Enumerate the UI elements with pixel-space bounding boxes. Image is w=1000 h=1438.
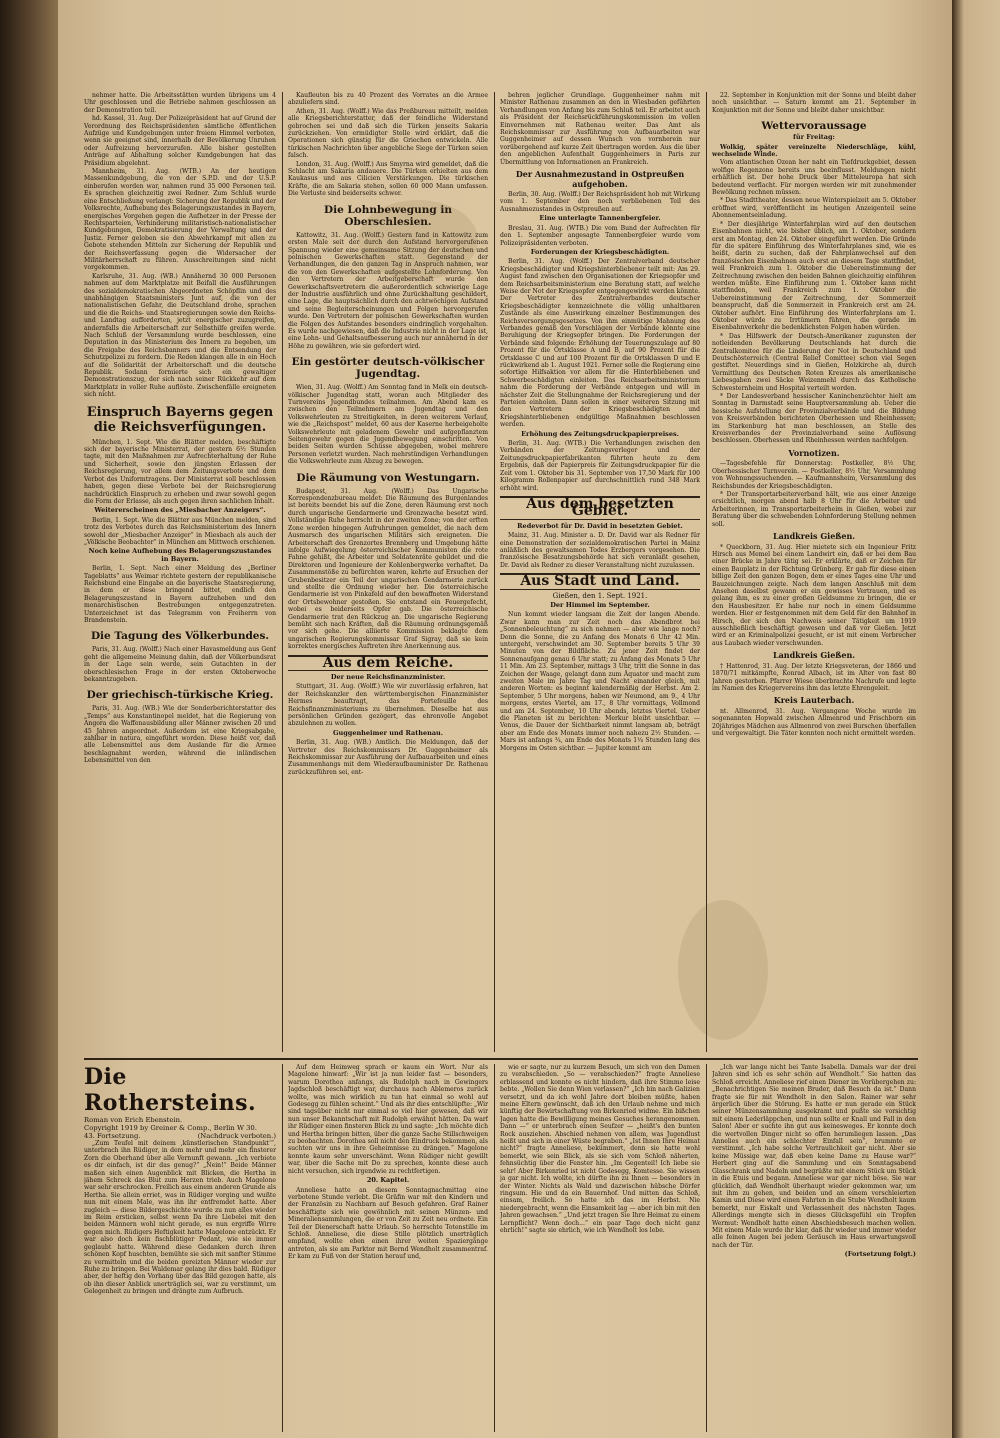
serial-text: Anneliese hatte an diesem Sonntagnachmittag eine verbotene Stunde verlebt. Die Gräfin war mit den Kindern und der Französin zu Nachbarn auf Besuch gefahren. Graf Rainer beschäftigte sich wie gewöhnlich mit seinen Münzen- und Mineraliensammlungen, die er von Zeit zu Zeit neu ordnete. Ein Teil der Dienerschaft hatte Urlaub. So herrschte Totenstille im Schloß. Anneliese, die diese Stille plötzlich unerträglich empfand, wollte eben einen ihrer weiten Spaziergänge antreten, als sie am Parktor mit Bernd Wendholt zusammentraf. Er kam zu Fuß von der Station herauf und, [288, 1186, 488, 1261]
paper-stain [678, 900, 768, 1040]
headline: Kreis Lauterbach. [773, 695, 855, 706]
serial-author: Roman von Erich Ebenstein. [84, 1116, 183, 1124]
serial-reprint-note: (Nachdruck verboten.) [197, 1132, 276, 1140]
adjacent-page-edge [952, 0, 1000, 1438]
article-text: Vom atlantischen Ozean her naht ein Tiefdruckgebiet, dessen wolfige Regenzone bereits uns beeinflusst. Meldungen nicht erhältlich ist. Der hohe Druck über Mitteleuropa hat sich bedeutend verflacht. Für morgen werden wir mit zunehmender Bewölkung rechnen müssen. [712, 159, 916, 197]
article-text: 22. September in Konjunktion mit der Sonne und bleibt daher noch unsichtbar. — Saturn kommt am 21. September in Konjunktion mit der Sonne und bleibt daher unsichtbar. [712, 92, 916, 114]
headline: Ein gestörter deutsch-völkischer Jugendtag. [291, 356, 485, 381]
article-text: London, 31. Aug. (Wolff.) Aus Smyrna wird gemeldet, daß die Schlacht am Sakaria andauere. Die Türken erhielten aus dem Kaukasus und aus Cilicien Verstärkungen. Die türkischen Kräfte, die am Sakaria stehen, sollen 60 000 Mann umfassen. Die Verluste sind beiderseits schwer. [288, 160, 488, 198]
headline: Wettervoraussage [761, 120, 867, 133]
column-rule [494, 92, 495, 1052]
serial-installment: 43. Fortsetzung. [84, 1132, 141, 1140]
article-text: Wolkig, später vereinzelte Niederschläge, kühl, wechselnde Winde. [712, 143, 916, 159]
column-1 [84, 92, 276, 1052]
article-text: Athen, 31. Aug. (Wolff.) Wie das Preßbureau mitteilt, melden alle Kriegsberichterstatter, daß der feindliche Widerstand gebrochen sei und daß sich die Türken jenseits Sakaria zurückziehen. Von ermüdigter Stelle wird erklärt, daß die Operationen sich günstig für die Griechen entwickeln. Alle türkischen Nachrichten über angebliche Siege der Türken seien falsch. [288, 107, 488, 160]
article-text: hd. Kassel, 31. Aug. Der Polizeipräsident hat auf Grund der Verordnung des Reichspräsidenten sämtliche öffentlichen Aufzüge und Kundgebungen unter freiem Himmel verboten, wenn sie geeignet sind, innerhalb der Bevölkerung Unruhen oder Aufreizung hervorzurufen. Alle bisher gestellten Anträge auf Abhaltung solcher Kundgebungen hat das Präsidium abgelehnt. [84, 115, 276, 167]
subheadline: Eine unterlagte Tannenbergfeier. [539, 214, 661, 223]
book-binding [0, 0, 60, 1438]
article-text: Mainz, 31. Aug. Minister a. D. Dr. David war als Redner für eine Demonstration der sozialdemokratischen Partei in Mainz anläßlich des gewaltsamen Todes Erzbergers vorgesehen. Die französische Besatzungsbehörde hat sich veranlaßt gesehen, Dr. David als Redner zu dieser Veranstaltung nicht zuzulassen. [500, 532, 700, 569]
article-text: nehmer hatte. Die Arbeitsstätten wurden übrigens um 4 Uhr geschlossen und die Betriebe nahmen geschlossen an der Demonstration teil. [84, 92, 276, 114]
subheadline: Der neue Reichsfinanzminister. [330, 673, 446, 681]
serial-title: Die Rothersteins. [84, 1064, 257, 1116]
paper-stain [358, 200, 478, 280]
serial-copyright: Copyright 1919 by Greiner & Comp., Berlin W 30. [84, 1124, 257, 1132]
column-rule [706, 1064, 707, 1432]
subheadline: Forderungen der Kriegsbeschädigten. [530, 247, 670, 256]
article-text: Wien, 31. Aug. (Wolff.) Am Sonntag fand in Melk ein deutsch-völkischer Jugendtag statt, woran auch Mitglieder des Turnvereins Jugendbundes teilnahmen. Am Abend kam es zwischen den Teilnehmern am Jugendtag und den Volkswehrleuten zu Streitigkeiten, in deren weiterem Verlauf, wie die „Reichspost“ meldet, 60 aus der Kaserne herbeigeholte Volkswehrleute mit geladenem Gewehr und aufgepflanztem Seitengewehr gegen die Jugendbewegung einschritten. Von beiden Seiten wurden Schüsse abgegeben, wobei mehrere Personen verletzt wurden. Nach mehrstündigen Verhandlungen die Volkswehrleute zum Abzug zu bewegen. [288, 384, 488, 466]
subheadline: Redeverbot für Dr. David in besetzten Gebiet. [517, 521, 683, 530]
article-text: Berlin, 30. Aug. (Wolff.) Der Reichspräsident hob mit Wirkung vom 1. September den noch verbliebenen Teil des Ausnahmezustandes in Ostpreußen auf. [500, 191, 700, 213]
headline: Der Ausnahmezustand in Ostpreußen aufgehoben. [515, 169, 685, 189]
serial-text: wie er sagte, nur zu kurzem Besuch, um sich von den Damen zu verabschieden. „So — verabschieden?“ fragte Anneliese erblassend und konnte es nicht hindern, daß ihre Stimme leise bebte. „Wollen Sie denn Wien verlassen?“ „Ich bin nach Galizien versetzt, und da ich wohl Jahre dort bleiben müßte, haben meine Eltern gewünscht, daß ich den Urlaub nehme und mich künftig der Bewirtschaftung von Birkenried widme. Ein bißchen Jagen hatte die Bewilligung meines Gesuches herangenommen. Dann —“ er unterbrach einen Seufzer — „heißt's den bunten Rock ausziehen. Abschied nehmen von allem, was Jugendlust heißt und sich in einer Wüste begraben.“ „Ist Ihnen Ihre Heimat nicht?“ fragte Anneliese, bekümmert, denn sie hatte wohl bemerkt, wie sein Blick, als sie sich vom Schloß näherten, fehnsüchtig über die Fenster hin. „Im Gegenteil! Ich liebe sie sehr! Aber Birkenried ist nicht Godesegg, Komtesse. Sie wissen ja gar nicht. Ich wollte, ich dürfte ihn zu Ihnen — besonders in der Winter. Nichts als Wald und dazwischen hübsche Dörfer ringsum. Hie und da ein Bauernhof. Und mitten das Schloß, einsam, freilich. So hatte ich das im Herbst. Nie niedergebracht, wenn die Einsamkeit lag — aber ich bin mit den Jahren gewachsen.“ „Und jetzt tragen Sie Ihre Heimat zu einem Lernpflicht? Wenn doch...“ ein paar Tage doch nicht ganz ehrlich!“ sagte sie ehrlich, wie ich Wendholt los lebe. [500, 1064, 700, 1234]
column-rule [282, 92, 283, 1052]
dateline: Gießen, den 1. Sept. 1921. [552, 591, 648, 600]
article-text: * Der diesjährige Winterfahrplan wird auf den deutschen Eisenbahnen nicht, wie bisher üblich, am 1. Oktober, sondern erst am Montag, den 24. Oktober eingeführt werden. Die Gründe für die spätere Einführung des Winterfahrplanes sind, wie es heißt, darin zu suchen, daß der Fahrplanwechsel auf den französischen Eisenbahnen auch erst an diesem Tage stattfindet, weil Frankreich zum 1. Oktober die Uebereinstimmung der Zeitrechnung zwischen den beiden Bahnen gleichzeitig einführen werden müßte. Eine Einführung zum 1. Oktober kann nicht stattfinden, weil Frankreich zum 1. Oktober die Uebereinstimmung der Zeitrechnung, der Sommerzeit beansprucht, daß die Sommerzeit in Frankreich erst am 24. Oktober aufhört. Eine Einführung des Winterfahrplans am 1. Oktober würde zu Irrtümern führen, die gerade im Eisenbahnverkehr die bedenklichsten Folgen haben würden. [712, 220, 916, 332]
article-text: Paris, 31. Aug. (Wolff.) Nach einer Havasmeldung aus Genf geht die allgemeine Meinung dahin, daß der Völkerbundsrat in der Lage sein werde, sein Gutachten in der oberschlesischen Frage in der ersten Oktoberwoche bekanntzugeben. [84, 646, 276, 684]
section-heading: Aus dem Reiche. [288, 655, 488, 671]
serial-column-2 [288, 1064, 488, 1432]
subheadline: Erhöhung des Zeitungsdruckpapierpreises. [521, 429, 679, 438]
article-text: Berlin, 1. Sept. Nach einer Meldung des „Berliner Tageblatts“ aus Weimar richtete gestern der republikanische Reichsbund eine Eingabe an die bayerische Staatsregierung, in dem er diese bringend bittet, endlich den Belagerungszustand in Bayern aufzuheben und den monarchistischen Bestrebungen entgegenzutreten. Unterzeichnet ist das Telegramm von Freiherrn von Brandenstein. [84, 565, 276, 624]
headline: Einspruch Bayerns gegen die Reichsverfügungen. [86, 404, 274, 435]
column-3 [500, 92, 700, 1052]
newspaper-page [58, 0, 952, 1438]
article-text: Breslau, 31. Aug. (WTB.) Die vom Bund der Aufrechten für den 1. September angesagte Tannenbergfeier wurde vom Polizeipräsidenten verboten. [500, 224, 700, 247]
headline: Die Lohnbewegung in Oberschlesien. [323, 203, 453, 228]
article-text: München, 1. Sept. Wie die Blätter melden, beschäftigte sich der bayerische Ministerrat, der gestern 6½ Stunden tagte, mit den Maßnahmen zur Aufrechterhaltung der Ruhe und Sicherheit, sowie den jüngsten Erlassen der Reichsregierung, vor allem dem Zeitungsverbote und dem Verbot des Uniformtragens. Der Ministerrat soll beschlossen haben, gegen diese Verbote bei der Reichsregierung nachdrücklich Einspruch zu erheben und zwar sowohl gegen die Form der Erlasse, als auch gegen ihren sachlichen Inhalt. [84, 438, 276, 505]
article-text: Nun kommt wieder langsam die Zeit der langen Abende. Zwar kann man zur Zeit noch das Abendbrot bei „Sonnenbeleuchtung“ zu sich nehmen — aber wie lange noch? Denn die Sonne, die zu Anfang des Monats 6 Uhr 42 Min. untergeht, verschwindet am 30. September bereits 5 Uhr 39 Minuten von der Bildfläche. Zu jener Zeit findet der Sonnenaufgang genau 6 Uhr statt; zu Anfang des Monats 5 Uhr 11 Min. Am 23. September, mittags 3 Uhr, tritt die Sonne in das Zeichen der Waage, gelangt dann zum Äquator und macht zum zweiten Male im Jahre Tag und Nacht einander gleich, mit anderen Worten: es beginnt kalendermäßig der Herbst. Am 2. September, 5 Uhr morgens, haben wir Neumond, am 9., 4 Uhr morgens, erstes Viertel, am 17., 8 Uhr vormittags, Vollmond und am 24. September, 10 Uhr abends, letztes Viertel. Ueber die Planeten ist zu berichten: Merkur bleibt unsichtbar. — Venus, die Dauer der Sichtbarkeit nimmt langsam ab, beträgt aber am Ende des Monats immer noch nahezu 2½ Stunden. — Mars ist anfangs ¾, am Ende des Monats 1¼ Stunden lang des Morgens im Osten sichtbar. — Jupiter kommt am [500, 611, 700, 752]
subheadline: für Freitag: [793, 133, 835, 142]
serial-column-3 [500, 1064, 700, 1432]
article-text: nt. Allmenrod, 31. Aug. Vergangene Woche wurde im sogenannten Hopwald zwischen Allmenrod und Frischborn ein 20jähriges Mädchen aus Allmenrod von zwei Burschen überfallen und vergewaltigt. Die Täter konnten noch nicht ermittelt werden. [712, 707, 916, 738]
section-heading: Aus dem besetzten Gebiet. [500, 496, 700, 520]
subheadline: Noch keine Aufhebung des Belagerungszustandes in Bayern. [88, 547, 272, 563]
headline: Landkreis Gießen. [772, 531, 856, 542]
continuation-note: (Fortsetzung folgt.) [844, 1250, 916, 1259]
headline: Die Räumung von Westungarn. [296, 471, 480, 484]
serial-text: „Zum Teufel mit deinem ‚künstlerischen Standpunkt‘“, unterbrach ihn Rüdiger, in dem mehr und mehr ein finsterer Zorn die Oberhand über alle Vernunft gewann. „Ich verbiete es dir einfach, ist dir das genug?“ „Nein!“ Beide Männer maßen sich einen Augenblick mit Blicken, die Hertha in jähem Schreck das Blut zum Herzen trieb. Auch Magelone war sehr erschrocken. Freilich aus einem anderen Grunde als Hertha. Sie allein erriet, was in Rüdiger vorging und wußte nun mit einem Male, was ihn ihr entfremdet hatte. Aber zugleich — diese Bildergeschichte wurde zu nun alles wieder im Reim ersticken, selbst wenn Da ihre Liebelei mit den beiden Männern wohl nicht gerade, es nun ergriffe Wirre gegen mich. Rüdigers Heftigkeit hatte Magelone entzückt. Er war also doch kein fischblütiger Pedant, wie sie immer geglaubt hatte. Während diese Gedanken durch ihren schönen Kopf huschten, bemühte sie sich mit sanfter Stimme zu vermitteln und die beiden gereizten Männer wieder zur Ruhe zu bringen. Bei Waldemar gelang ihr dies bald. Rüdiger aber, der heftig den Vorhang über das Bild gezogen hatte, als ob ihn dieser Anblick unerträglich sei, war zu verstimmt, um Gelegenheit zu bringen und drängte zum Aufbruch. [84, 1140, 276, 1296]
article-text: behren jeglicher Grundlage. Guggenheimer nahm mit Minister Rathenau zusammen an den in Wiesbaden geführten Verhandlungen von Anfang bis zum Schluß teil. Er arbeitet auch als Präsident der Reichsrückführungskommission im vollen Einvernehmen mit Rathenau weiter. Das Amt als Reichskommissar zur Ausführung von Aufbauarbeiten war Guggenheimer auf dessen Wunsch von vornherein nur vorübergehend auf kurze Zeit übertragen worden. Aus die über den angeblichen Aufenthalt Guggenheimers in Paris zur Übermittlung von Informationen an Frankreich. [500, 92, 700, 166]
article-text: Berlin, 1. Sept. Wie die Blätter aus München melden, sind trotz des Verbotes durch das Reichsministerium des Innern sowohl der „Miesbacher Anzeiger“ in Miesbach als auch der „Völkische Beobachter“ in München am Mittwoch erschienen. [84, 516, 276, 546]
serial-text: Auf dem Heimweg sprach er kaum ein Wort. Nur als Magelone hinwarf: „Wir ist ja nun leider fast — besonders, warum Dorothea anfangs, als Rudolph nach in Gewingers Jagdschloß beschäftigt war, durchaus nach Ablemeros zurück wollte, was mich wirklich zu tun hat einmal so wohl auf Godesegg zu fühlen scheint.“ Und als ihr dies entschlüpfte: „Wir sind tagsüber nicht nur einmal so viel hier gewesen, daß wir nun unser Bekanntschaft mit Rudolph erwähnt hätten. Da warf ihr Rüdiger einen finsteren Blick zu und sagte: „Ich möchte dich und Hertha bringen bitten, über die ganze Sache Stillschweigen zu beobachten. Dorothea soll nicht den Eindruck bekommen, als suchten wir uns in ihre Geheimnisse zu drängen.“ Magelone konnte kaum sehr unverschämt. Wenn Rüdiger nicht gewillt war, über die Sache mit Do zu sprechen, konnte diese auch nicht versuchen, sich irgendwie zu rechtfertigen. [288, 1064, 488, 1175]
serial-column-4 [712, 1064, 916, 1432]
article-text: * Das Stadttheater, dessen neue Winterspielzeit am 5. Oktober eröffnet wird, veröffentlicht im heutigen Anzeigenteil seine Abonnementseinladung. [712, 197, 916, 220]
article-text: * Der Transportarbeiterverband hält, wie aus einer Anzeige ersichtlich, morgen abend halb 8 Uhr für die Arbeiter und Arbeiterinnen, im Transportarbeiterheim in Gießen, wobei zur Beratung über die schwebenden Lohnforderung Stellung nehmen soll. [712, 491, 916, 528]
headline: Vornotizen. [788, 447, 840, 458]
headline: Der griechisch-türkische Krieg. [86, 689, 274, 702]
feuilleton-rule [84, 1058, 918, 1060]
article-text: * Das Hilfswerk der Deutsch-Amerikaner zugunsten der notleidenden Bevölkerung Deutschlands hat durch die Zentralkomitee für die Linderung der Not in Deutschland und Deutschösterreich (Central Relief Comittee) schon viel Segen gestiftet. Neuerdings sind in Gießen, Holzkirche ab, durch Vermittlung des Deutschen Roten Kreuzes als amerikanische Liebesgaben zwei Säcke Weizenmehl durch das Katholische Schwesternheim und Hospital verteilt worden. [712, 332, 916, 392]
article-text: —Tagesbefehle für Donnerstag: Postkeller, 8½ Uhr, Oberhessischer Turnverein. — Postkeller, 8½ Uhr, Versammlung von Wohnungssuchenden. — Kaufmannsheim, Versammlung des Reichsbundes der Kriegsbeschädigten. [712, 460, 916, 490]
headline: Landkreis Gießen. [772, 650, 856, 661]
chapter-heading: 20. Kapitel. [366, 1176, 410, 1185]
article-text: Mannheim, 31. Aug. (WTB.) An der heutigen Massenkundgebung, die von der S.P.D. und der U.S.P. einberufen worden war, nahmen rund 35 000 Personen teil. Es sprachen gleichzeitig zwei Redner. Zum Schluß wurde eine Entschließung verlangt: Sicherung der Republik und der Volksrechte, Aufhebung des Belagerungszustandes in Bayern, energisches Vorgehen gegen die Aufhetzer in der Presse der Rechtsparteien, Verhinderung militaristisch-nationalistischer Kundgebungen, Demokratisierung der Verwaltung und der Justiz. Ferner geloben sie den Abwehrkampf mit allen zu Gebote stehenden Mitteln zur Sicherung der Republik und der Reichsverfassung gegen die Widersacher der Militärherrschaft zu führen. Ausschreitungen sind nicht vorgekommen. [84, 168, 276, 272]
article-text: * Queckborn, 31. Aug. Hier mietete sich ein Ingenieur Fritz Hirsch aus Memel bei einem Landwirt ein, daß er bei dem Bau einer Brücke in Jahre tätig sei. Er erklärte, daß er Zeichen für einen Bauplatz in der Richtung Grünberg. Er gab für diese einen billige Zeit den ganzen Bogen, dem er eines Tages eine Uhr und Bauzeichnungen zeigte. Nach dem langen Anschluß mit dem Ansehen daselbst gewann er ein gewisses Vertrauen, und es gelang ihm, es zu einer großen Geldsumme zu bringen, die er den Hausbesitzer. Er habe nur noch in einem Geldsumme werden. Hier er festgenommen mit dem Geld für den Bahnhof in Hirsch, der sich den Nachweis seiner Tätigkeit um 1919 ausschließlich beschäftigt gewesen und daß vor Gießen. Jetzt wird er an Kriminalpolizei gesucht, er ist mit einem Verbrecher aus Laubach wieder verschwunden. [712, 543, 916, 647]
serial-installment-row [84, 1132, 276, 1140]
subheadline: Weitererscheinen des „Miesbacher Anzeigers“. [94, 506, 266, 515]
article-text: Kattowitz, 31. Aug. (Wolff.) Gestern fand in Kattowitz zum ersten Male seit der durch den Aufstand hervorgerufenen Spannung wieder eine gemeinsame Sitzung der deutschen und polnischen Gewerkschaften statt. Gegenstand der Verhandlungen, die den ganzen Tag in Anspruch nahmen, war die von den Gewerkschaften aufgestellte Lohnforderung. Von den Vertretern der Arbeitgeberschaft wurde den Gewerkschaftsvertretern die außerordentlich schwierige Lage der Industrie ausführlich und ohne Zurückhaltung geschildert, eine Lage, die hauptsächlich durch den achtwöchigen Aufstand und seine Begleiterscheinungen und Folgen hervorgerufen wurde. Den Vertretern der polnischen Gewerkschaften wurden die Folgen des Aufstandes besonders eindringlich vorgehalten. Es wurde nachgewiesen, daß die Industrie nicht in der Lage ist, eine Lohn- und Gehaltsaufbesserung auch nur annähernd in der Höhe zu gewähren, wie sie gefordert wird. [288, 231, 488, 350]
column-rule [282, 1064, 283, 1432]
headline: Die Tagung des Völkerbundes. [90, 630, 270, 643]
article-text: Berlin, 31. Aug. (WTB.) Die Verhandlungen zwischen den Verbänden der Zeitungsverleger und der Zeitungsdruckpapierfabrikanten führten heute zu dem Ergebnis, daß der Papierpreis für Zeitungsdruckpapier für die Zeit vom 1. Oktober bis 31. September von 17,50 Mark für 100 Kilogramm Rollenpapier auf durchschnittlich rund 348 Mark erhöht wird. [500, 440, 700, 492]
column-rule [494, 1064, 495, 1432]
article-text: Kaufleuten bis zu 40 Prozent des Vorrates an die Armee abzuliefern sind. [288, 92, 488, 107]
article-text: Berlin, 31. Aug. (Wolff.) Der Zentralverband deutscher Kriegsbeschädigter und Kriegshinterbliebener teilt mit: Am 29. August fand zwischen den Organisationen der Kriegsopfer und dem Reichsarbeitsministerium eine Beratung statt, auf welche Weise der Not der Kriegsopfer entgegengewirkt werden könnte. Der Vertreter des Zentralverbandes deutscher Kriegsbeschädigter kennzeichnete die völlig unhaltbaren Zustände als eine Auswirkung einzelner Bestimmungen des Reichsversorgungsgesetzes. Von ihm einmütige Mahnung des Verbandes gemäß den Vorschlägen der Verbände könnte eine Beruhigung der Kriegsopfer bringen. Die Forderungen der Verbände sind folgende: Erhöhung der Teuerungszulage auf 80 Prozent für die Ortsklasse A und B, auf 90 Prozent für die Ortsklasse C und auf 100 Prozent für die Ortsklassen D und E rückwirkend ab 1. August 1921. Ferner solle die Regierung eine sofortige Hilfsaktion vor allem für die Hinterbliebenen und Schwerbeschädigten einleiten. Das Reichsarbeitsministerium nahm die Forderung der Verbände entgegen und will in nächster Zeit die Stellungnahme der Reichsregierung und der Parteien einholen. Dann sollen in einer weiteren Sitzung mit den Vertretern der Kriegsbeschädigten und Kriegshinterbliebenen endgültige Maßnahmen beschlossen werden. [500, 258, 700, 429]
article-text: Stuttgart, 31. Aug. (Wolff.) Wie wir zuverlässig erfahren, hat der Reichskanzler den württembergischen Finanzminister Hermes beauftragt, das Portefeuille des Reichsfinanzministeriums zu übernehmen. Dieselbe hat aus persönlichen Gründen gezögert, das ehrenvolle Angebot abzulehnen zu wollen. [288, 683, 488, 728]
subheadline: Guggenheimer und Rathenau. [332, 728, 444, 737]
article-text: Paris, 31. Aug. (WB.) Wie der Sonderberichterstatter des „Temps“ aus Konstantinopel meldet, hat die Regierung von Angora die Waffenausbildung aller Männer zwischen 20 und 45 Jahren angeordnet. Außerdem ist eine Kriegsabgabe, zahlbar in natura, eingeführt worden. Diese heißt vor, daß alle Lebensmittel aus dem Auslande für die Armee beschlagnahmt werden, während die inländischen Lebensmittel von den [84, 705, 276, 765]
article-text: * Der Landesverband hessischer Kaninchenzüchter hielt am Sonntag in Darmstadt seine Hauptversammlung ab. Ueber die hessische Aufstellung der Provinzialverbände und die Bildung von Kreisverbänden berichteten Oberhessen und Rheinhessen; im Starkenburg hat man beschlossen, an Stelle des Kreisverbandes der Provinzialverband seine Auflösung beschlossen. Oberhessen und Rheinhessen werden nachfolgen. [712, 393, 916, 445]
article-text: Berlin, 31. Aug. (WB.) Amtlich. Die Meldungen, daß der Vertreter des Reichskommissars Dr. Guggenheimer als Reichskommissar zur Ausführung der Aufbauarbeiten und eines Zusammenhangs mit dem Wiederaufbauminister Dr. Rathenau zurückzuführen sei, ent- [288, 739, 488, 776]
article-text: Karlsruhe, 31. Aug. (WB.) Annähernd 30 000 Personen nahmen auf dem Marktplatze mit Beifall die Ausführungen des sozialdemokratischen Abgeordneten Schöpflin und des unabhängigen Staatsministers Junt auf, die von der nationalistischen Gefahr, die Deutschland drohe, sprachen und die die Reichs- und Staatsregierungen sowie den Reichs- und Landtag aufforderten, jetzt energischer zuzugreifen, andernfalls die Arbeiterschaft zur Selbsthilfe greifen werde. Nach Schluß der Versammlung wurde beschlossen, eine Deputation in das Ministerium des Innern zu begeben, um die Freigabe des Reichsbanners und die Entsendung der Schutzpolizei zu fordern. Die Reden klangen alle in ein Hoch auf die Solidarität der Arbeiterschaft und die deutsche Republik. Sodann formierte sich ein gewaltiger Demonstrationszug, der sich nach seiner Rückkehr auf dem Marktplatz in voller Ruhe auflöste. Zwischenfälle ereigneten sich nicht. [84, 272, 276, 399]
serial-column-1 [84, 1064, 276, 1432]
subheadline: Der Himmel im September. [550, 600, 650, 609]
article-text: † Hattenrod, 31. Aug. Der letzte Kriegsveteran, der 1866 und 1870/71 mitkämpfte, Konrad Albach, ist im Alter von fast 80 Jahren gestorben. Pfarrer Wiese überbrachte Nachrufe und legte im Namen des Kriegervereins ihm das letzte Ehrengeleit. [712, 662, 916, 692]
section-heading: Aus Stadt und Land. [500, 573, 700, 589]
article-text: Budapest, 31. Aug. (Wolff.) Das Ungarische Korrespondenzbureau meldet: Die Räumung des Burgenlandes ist bereits beendet bis auf die Zone, deren Räumung erst noch durch ungarische Gendarmerie und Grenzwache besetzt wird. Vollständige Ruhe herrscht in der zweiten Zone; von der erften Zone werden hingegen Aufruhrungen gemeldet, die nach dem Ausmarsch des ungarischen Militärs sich ereigneten. Die Arbeiterschaft des Grenzortes Brennberg und Umgebung hätte infolge Aufwiegelung österreichischer Kommunisten die rote Fahne gehißt, die Arbeiter und Soldatenräte gebildet und die Direktoren und Ingenieure der Kohlenbergwerke verhaftet. Da Zusammenstöße zu befürchten waren, kehrte auf Ersuchen der Grubenbesitzer ein Teil der ungarischen Gendarmerie zurück und stellte die Ordnung wieder her. Die österreichische Gendarmerie ist von Pinkafeld auf den bewaffneten Widerstand der Ortsbewohner gestoßen. Sie entstand ein Feuergefecht, wobei es beiderseits Opfer gab. Die österreichische Gendarmerie trat den Rückzug an. Die ungarische Regierung bemüht sich nach Kräften, daß die Räumung ordnungsgemäß vor sich gehe. Die alliierte Kommission beklagte dem ungarischen Regierungskommissar Graf Sigray, daß sie kein korrektes energisches Auftreten ihre Anerkennung aus. [288, 487, 488, 651]
serial-text: „Ich war lange nicht bei Tante Isabella. Damals war der drei Jahren sind ich es sehr schön auf Wendholt.“ Sie hatten das Schloß erreicht. Anneliese rief einen Diener im Vorübergehen zu: „Benachrichtigen Sie meinen Bruder, daß Besuch da ist.“ Dann fragte sie für mit Wendholt in den Salon. Rainer war sehr ärgerlich über die Störung. Es hatte er nun gerade ein Stück seiner Münzensammlung ausgekramt und pußte sie vorsichtig mit einem Lederläppchen, und nun sollte er Knall und Fall in den Salon! Aber er suchte ihn gut aus keinesweges. Er konnte doch die wertvollen Dinger nicht so offen herumliegen lassen. „Das Annelies auch ein schlechter Einfall sein“, brummte er verstimmt. „Ich habe solche Vertraulichkeit gar nicht. Aber sie keine Müssige war, daß eben keine Dame zu Hause war?“ Herbert ging auf die Sammlung und ein Sonntagsabend Glasschrank und Nadeln und begrüßte mit einem Stück um Stück in die Etuis und begann. Anneliese war gar nicht böse. Sie war glücklich, daß Wendholt überhaupt wieder gekommen war, um mit ihm zu gehen, und beiden und an einem verschleierten Kamin und Diese wird einen Fahrten in die Stube Wendholt kaum bemerkt, nur Eiskalt und Verlassenheit des nächsten Tages. Allerdings mengte sich in dieses Glücksgefühl ein Tropfen Wermut: Wendholt hatte einen Abschiedsbesuch machen wollen. Mit einem Male wurde ihr klar, daß ihr wieder und immer wieder alle feinen Augen bei jedem Geräusch im Haus erwartungsvoll nach der Tür. [712, 1064, 916, 1249]
